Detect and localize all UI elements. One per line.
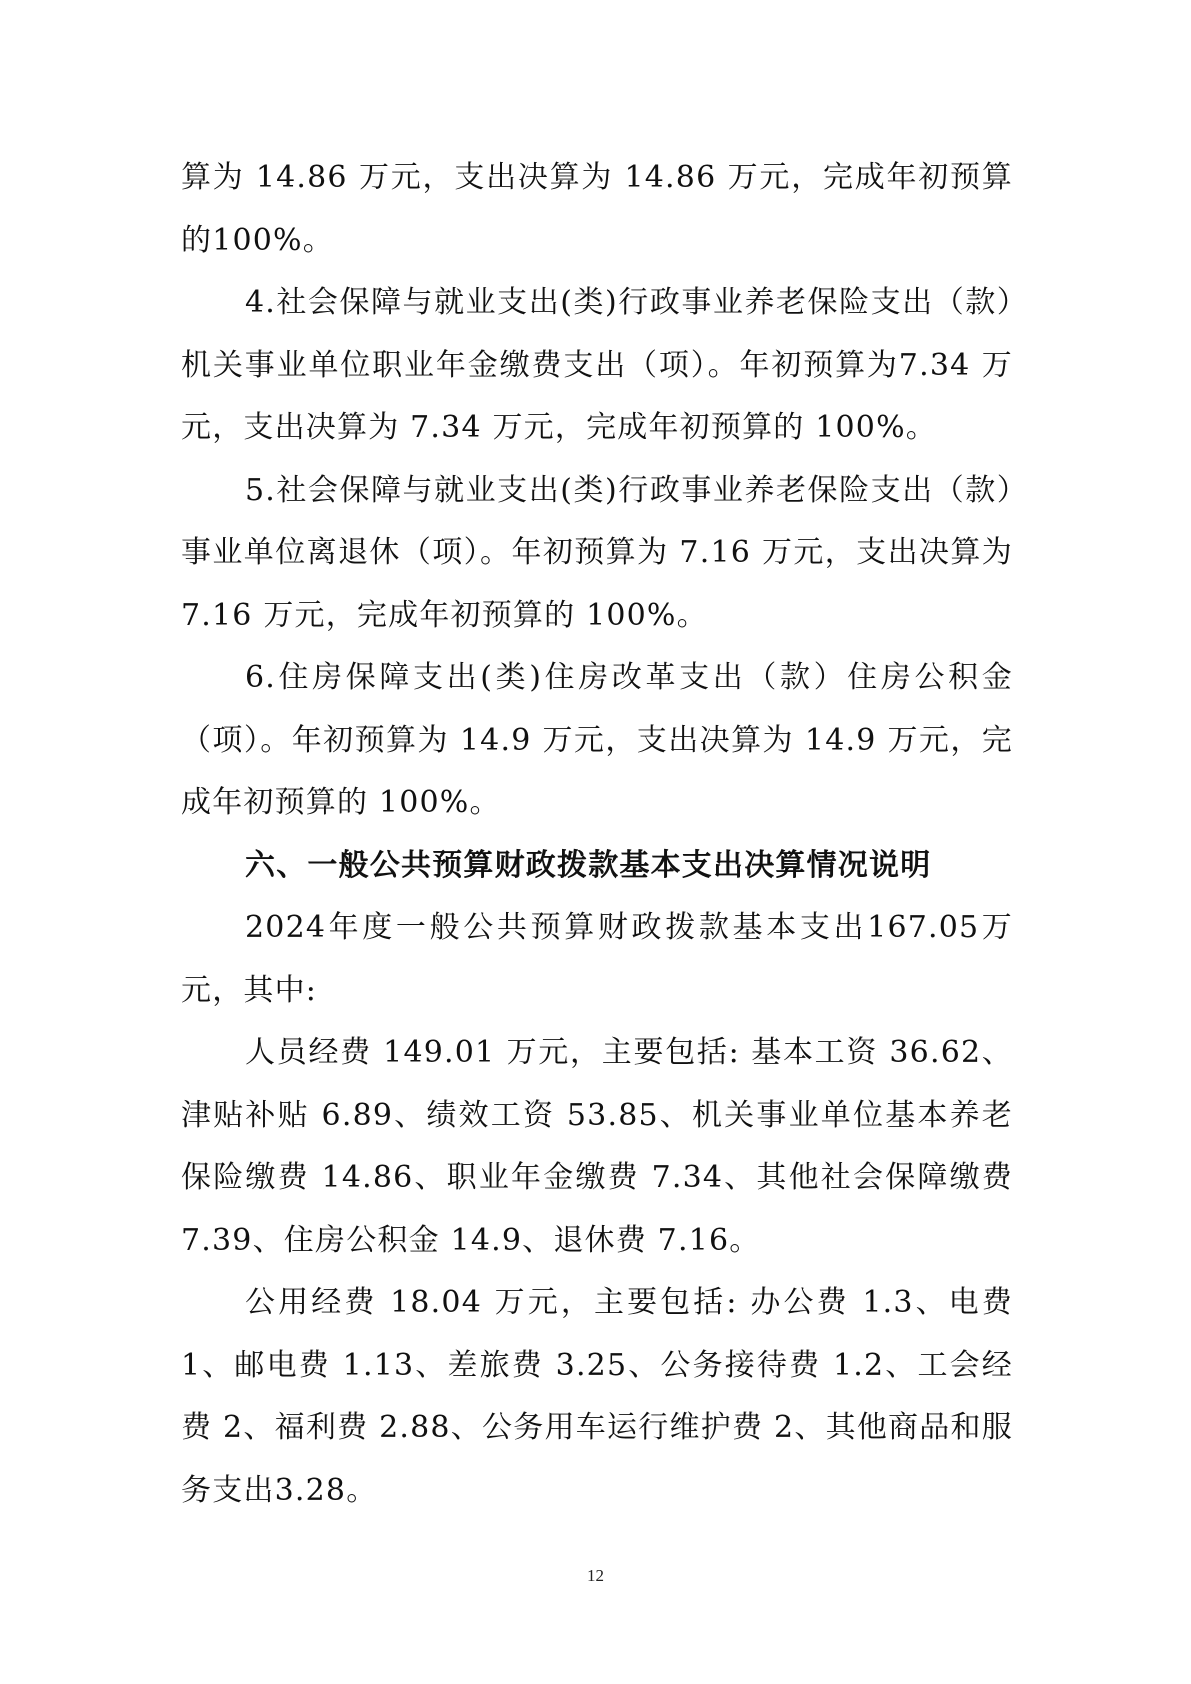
page-number: 12 [587, 1566, 604, 1585]
paragraph-public-expenses: 公用经费 18.04 万元，主要包括: 办公费 1.3、电费 1、邮电费 1.13、差旅费 3.25、公务接待费 1.2、工会经费 2、福利费 2.88、公务用车运行维护费 2、其他商品和服务支出3.28。 [181, 1285, 1013, 1508]
paragraph-item-4-occupational-annuity: 4.社会保障与就业支出(类)行政事业养老保险支出（款）机关事业单位职业年金缴费支出（项）。年初预算为7.34 万元，支出决算为 7.34 万元，完成年初预算的 100%。 [181, 285, 1013, 445]
paragraph-basic-expenditure-total: 2024年度一般公共预算财政拨款基本支出167.05万元，其中: [181, 910, 1013, 1008]
document-body [181, 147, 1013, 1522]
paragraph-item-5-retirement: 5.社会保障与就业支出(类)行政事业养老保险支出（款）事业单位离退休（项）。年初预算为 7.16 万元，支出决算为 7.16 万元，完成年初预算的 100%。 [181, 472, 1013, 633]
section-heading-basic-expenditure: 六、一般公共预算财政拨款基本支出决算情况说明 [245, 847, 932, 883]
paragraph-personnel-expenses: 人员经费 149.01 万元，主要包括: 基本工资 36.62、津贴补贴 6.89、绩效工资 53.85、机关事业单位基本养老保险缴费 14.86、职业年金缴费 7.34、其他社会保障缴费 7.39、住房公积金 14.9、退休费 7.16。 [181, 1035, 1013, 1258]
paragraph-item-6-housing-fund: 6.住房保障支出(类)住房改革支出（款）住房公积金（项）。年初预算为 14.9 万元，支出决算为 14.9 万元，完成年初预算的 100%。 [181, 660, 1013, 820]
paragraph-budget-continuation: 算为 14.86 万元，支出决算为 14.86 万元，完成年初预算的100%。 [181, 160, 1013, 258]
